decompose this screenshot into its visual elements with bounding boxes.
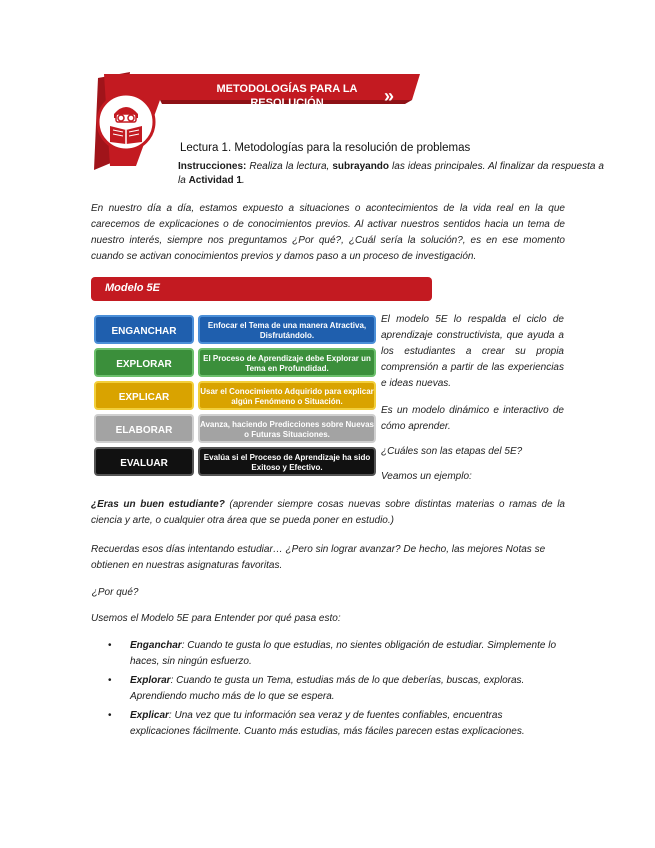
bullet-term: Enganchar [130,640,182,651]
list-item [108,638,564,670]
modelo-heading: Modelo 5E [105,282,161,294]
stage-description: Evalúa si el Proceso de Aprendizaje ha sido Exitoso y Efectivo. [198,447,376,476]
banner-title-line2: DE PROBLEMAS [242,111,332,123]
stage-label: EXPLICAR [94,381,194,410]
banner-title [182,82,392,124]
question-bold: ¿Eras un buen estudiante? [91,499,225,510]
bullet-text: : Cuando te gusta un Tema, estudias más de lo que deberías, buscas, exploras. Aprendiendo mucho más de lo que se espera. [130,675,525,702]
instructions-activity: Actividad 1 [188,175,242,186]
question-paragraph [91,497,565,529]
por-que: ¿Por qué? [89,587,139,598]
model-row-elaborar [94,414,376,443]
bullet-list [108,638,564,743]
stage-description: El Proceso de Aprendizaje debe Explorar un Tema en Profundidad. [198,348,376,377]
model-row-enganchar [94,315,376,344]
bullet-text: : Una vez que tu información sea veraz y de fuentes confiables, encuentras explicaciones fácilmente. Cuanto más estudias, más fáciles parecen estas explicaciones. [130,710,525,737]
instructions-text-2: las ideas principales. Al finalizar da respuesta a la [178,161,604,186]
header-banner [90,70,420,170]
list-item [108,708,564,740]
model-row-explorar [94,348,376,377]
question-rest: (aprender siempre cosas nuevas sobre distintas materias o ramas de la ciencia y arte, o cualquier otra área que se pueda poner en estudio.) [91,499,565,526]
bullet-glyph: • [108,710,112,721]
instructions [178,160,604,188]
side-text-p3: ¿Cuáles son las etapas del 5E? [381,446,523,457]
bullet-term: Explorar [130,675,171,686]
stage-label: ELABORAR [94,414,194,443]
banner-title-line1: METODOLOGÍAS PARA LA RESOLUCIÓN [216,83,358,109]
bullet-glyph: • [108,640,112,651]
model-row-evaluar [94,447,376,476]
model-row-explicar [94,381,376,410]
modelo-heading-bar [91,277,432,301]
list-item [108,673,564,705]
side-text-p4: Veamos un ejemplo: [381,471,472,482]
lectura-title: Lectura 1. Metodologías para la resolución de problemas [180,142,471,154]
instructions-end: . [241,175,245,186]
usemos-paragraph: Usemos el Modelo 5E para Entender por qué pasa esto: [91,613,341,624]
bullet-glyph: • [108,675,112,686]
stage-description: Avanza, haciendo Predicciones sobre Nuevas o Futuras Situaciones. [198,414,376,443]
reader-with-book-icon [104,100,148,144]
instructions-label: Instrucciones: [178,161,247,172]
instructions-text: Realiza la lectura, [246,161,333,172]
intro-paragraph: En nuestro día a día, estamos expuesto a situaciones o acontecimientos de la vida real en la que carecemos de explicaciones o de conocimientos previos. Al activar nuestros sentidos hacia un tema de nuestro interés, siempre nos preguntamos ¿Por qué?, ¿Cuál sería la solución?, es en ese momento cuando se activan conocimientos previos y damos paso a un proceso de investigación. [91,203,565,262]
instructions-bold: subrayando [332,161,390,172]
side-text-p1: El modelo 5E lo respalda el ciclo de aprendizaje constructivista, que ayuda a los estudiantes a crear su propia comprensión a partir de las experiencias e ideas nuevas. [381,314,564,389]
stage-description: Usar el Conocimiento Adquirido para explicar algún Fenómeno o Situación. [198,381,376,410]
stage-label: EXPLORAR [94,348,194,377]
double-chevron-icon: » [384,86,392,106]
bullet-term: Explicar [130,710,169,721]
stage-description: Enfocar el Tema de una manera Atractiva, Disfrutándolo. [198,315,376,344]
stage-label: EVALUAR [94,447,194,476]
bullet-text: : Cuando te gusta lo que estudias, no sientes obligación de estudiar. Simplemente lo haces, sin ningún esfuerzo. [130,640,556,667]
recuerdas-paragraph: Recuerdas esos días intentando estudiar… ¿Pero sin lograr avanzar? De hecho, las mejores Notas se obtienen en nuestras asignaturas favoritas. [91,544,546,571]
stage-label: ENGANCHAR [94,315,194,344]
side-text-p2: Es un modelo dinámico e interactivo de cómo aprender. [381,405,564,432]
